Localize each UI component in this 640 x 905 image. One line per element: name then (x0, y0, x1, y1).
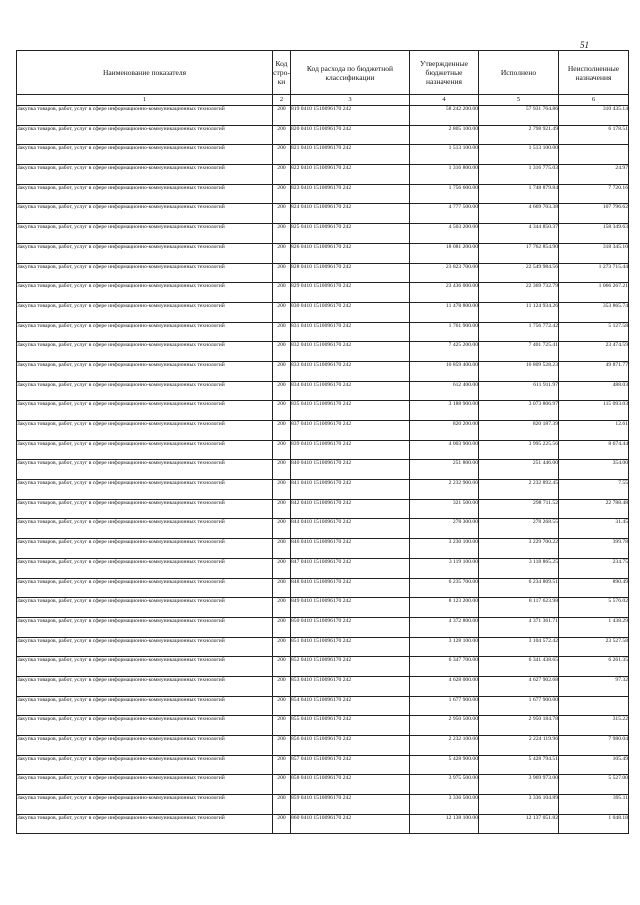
table-row (17, 480, 629, 500)
row-executed-cell: 820 187.39 (479, 421, 559, 441)
row-kbk-cell: 825 0410 1510096170 242 (291, 224, 410, 244)
row-unexecuted-cell: 107 796.62 (559, 204, 629, 224)
row-executed-cell: 4 344 850.37 (479, 224, 559, 244)
row-code-cell: 200 (273, 401, 291, 421)
table-row (17, 342, 629, 362)
row-code-cell: 200 (273, 145, 291, 165)
table-header-row (17, 51, 629, 95)
row-code-cell: 200 (273, 106, 291, 126)
row-unexecuted-cell: 1 438.29 (559, 617, 629, 637)
row-name-cell: Закупка товаров, работ, услуг в сфере информационно-коммуникационных технологий (17, 401, 273, 421)
row-unexecuted-cell: 6 178.51 (559, 125, 629, 145)
row-code-cell: 200 (273, 440, 291, 460)
table-row (17, 283, 629, 303)
row-code-cell: 200 (273, 657, 291, 677)
row-kbk-cell: 847 0410 1510096170 242 (291, 558, 410, 578)
row-code-cell: 200 (273, 204, 291, 224)
row-approved-cell: 11 478 800.00 (410, 302, 479, 322)
row-unexecuted-cell: 1 048.18 (559, 814, 629, 834)
row-unexecuted-cell: 5 576.02 (559, 598, 629, 618)
row-executed-cell: 3 336 104.89 (479, 795, 559, 815)
header-approved: Утвержденные бюджетные назначения (410, 51, 479, 95)
row-unexecuted-cell: 354.00 (559, 460, 629, 480)
row-approved-cell: 10 859 400.00 (410, 361, 479, 381)
row-code-cell: 200 (273, 283, 291, 303)
row-kbk-cell: 844 0410 1510096170 242 (291, 519, 410, 539)
row-kbk-cell: 832 0410 1510096170 242 (291, 342, 410, 362)
table-row (17, 795, 629, 815)
row-name-cell: Закупка товаров, работ, услуг в сфере информационно-коммуникационных технологий (17, 499, 273, 519)
row-unexecuted-cell: 31.45 (559, 519, 629, 539)
row-code-cell: 200 (273, 184, 291, 204)
row-approved-cell: 3 119 100.00 (410, 558, 479, 578)
row-approved-cell: 3 975 500.00 (410, 775, 479, 795)
row-name-cell: Закупка товаров, работ, услуг в сфере информационно-коммуникационных технологий (17, 184, 273, 204)
row-name-cell: Закупка товаров, работ, услуг в сфере информационно-коммуникационных технологий (17, 263, 273, 283)
row-executed-cell: 11 124 934.26 (479, 302, 559, 322)
row-executed-cell: 2 224 119.96 (479, 736, 559, 756)
row-kbk-cell: 849 0410 1510096170 242 (291, 598, 410, 618)
row-unexecuted-cell: 315.22 (559, 716, 629, 736)
row-code-cell: 200 (273, 263, 291, 283)
row-code-cell: 200 (273, 243, 291, 263)
row-code-cell: 200 (273, 519, 291, 539)
table-row (17, 617, 629, 637)
row-kbk-cell: 828 0410 1510096170 242 (291, 263, 410, 283)
row-unexecuted-cell: 5 127.58 (559, 322, 629, 342)
table-row (17, 263, 629, 283)
row-executed-cell: 22 369 732.79 (479, 283, 559, 303)
row-executed-cell: 3 104 572.42 (479, 637, 559, 657)
row-unexecuted-cell: 399.78 (559, 539, 629, 559)
row-approved-cell: 321 500.00 (410, 499, 479, 519)
table-row (17, 106, 629, 126)
row-name-cell: Закупка товаров, работ, услуг в сфере информационно-коммуникационных технологий (17, 243, 273, 263)
row-name-cell: Закупка товаров, работ, услуг в сфере информационно-коммуникационных технологий (17, 755, 273, 775)
row-approved-cell: 12 138 100.00 (410, 814, 479, 834)
row-code-cell: 200 (273, 302, 291, 322)
row-unexecuted-cell: 105.49 (559, 755, 629, 775)
row-unexecuted-cell (559, 145, 629, 165)
table-row (17, 539, 629, 559)
row-kbk-cell: 853 0410 1510096170 242 (291, 676, 410, 696)
row-code-cell: 200 (273, 755, 291, 775)
row-unexecuted-cell: 5 527.00 (559, 775, 629, 795)
table-row (17, 775, 629, 795)
row-unexecuted-cell: 234.75 (559, 558, 629, 578)
row-unexecuted-cell: 22 788.48 (559, 499, 629, 519)
table-row (17, 499, 629, 519)
row-code-cell: 200 (273, 558, 291, 578)
row-approved-cell: 58 242 200.00 (410, 106, 479, 126)
row-executed-cell: 1 748 879.84 (479, 184, 559, 204)
row-executed-cell: 298 711.52 (479, 499, 559, 519)
row-executed-cell: 4 669 703.38 (479, 204, 559, 224)
row-name-cell: Закупка товаров, работ, услуг в сфере информационно-коммуникационных технологий (17, 440, 273, 460)
row-executed-cell: 3 118 865.25 (479, 558, 559, 578)
row-approved-cell: 1 513 100.00 (410, 145, 479, 165)
row-unexecuted-cell: 1 273 715.44 (559, 263, 629, 283)
row-kbk-cell: 858 0410 1510096170 242 (291, 775, 410, 795)
row-approved-cell: 3 128 100.00 (410, 637, 479, 657)
row-executed-cell: 4 627 902.68 (479, 676, 559, 696)
table-row (17, 165, 629, 185)
row-kbk-cell: 823 0410 1510096170 242 (291, 184, 410, 204)
row-kbk-cell: 855 0410 1510096170 242 (291, 716, 410, 736)
column-number: 5 (479, 95, 559, 106)
header-name: Наименование показателя (17, 51, 273, 95)
row-code-cell: 200 (273, 361, 291, 381)
row-code-cell: 200 (273, 775, 291, 795)
row-name-cell: Закупка товаров, работ, услуг в сфере информационно-коммуникационных технологий (17, 224, 273, 244)
table-row (17, 440, 629, 460)
row-executed-cell: 251 446.00 (479, 460, 559, 480)
row-name-cell: Закупка товаров, работ, услуг в сфере информационно-коммуникационных технологий (17, 165, 273, 185)
row-name-cell: Закупка товаров, работ, услуг в сфере информационно-коммуникационных технологий (17, 617, 273, 637)
table-row (17, 519, 629, 539)
row-executed-cell: 3 969 973.00 (479, 775, 559, 795)
row-executed-cell: 12 137 051.82 (479, 814, 559, 834)
row-kbk-cell: 822 0410 1510096170 242 (291, 165, 410, 185)
column-number-row (17, 95, 629, 106)
row-approved-cell: 278 300.00 (410, 519, 479, 539)
row-executed-cell: 2 798 921.49 (479, 125, 559, 145)
row-name-cell: Закупка товаров, работ, услуг в сфере информационно-коммуникационных технологий (17, 578, 273, 598)
row-unexecuted-cell: 97.32 (559, 676, 629, 696)
table-row (17, 558, 629, 578)
row-approved-cell: 18 081 200.00 (410, 243, 479, 263)
row-code-cell: 200 (273, 125, 291, 145)
table-row (17, 125, 629, 145)
row-name-cell: Закупка товаров, работ, услуг в сфере информационно-коммуникационных технологий (17, 302, 273, 322)
row-name-cell: Закупка товаров, работ, услуг в сфере информационно-коммуникационных технологий (17, 795, 273, 815)
row-approved-cell: 612 400.00 (410, 381, 479, 401)
row-name-cell: Закупка товаров, работ, услуг в сфере информационно-коммуникационных технологий (17, 480, 273, 500)
row-code-cell: 200 (273, 736, 291, 756)
row-approved-cell: 1 677 900.00 (410, 696, 479, 716)
row-approved-cell: 820 200.00 (410, 421, 479, 441)
row-approved-cell: 2 232 900.00 (410, 480, 479, 500)
column-number: 1 (17, 95, 273, 106)
row-approved-cell: 5 428 900.00 (410, 755, 479, 775)
row-approved-cell: 4 777 500.00 (410, 204, 479, 224)
row-name-cell: Закупка товаров, работ, услуг в сфере информационно-коммуникационных технологий (17, 676, 273, 696)
row-approved-cell: 6 347 700.00 (410, 657, 479, 677)
row-kbk-cell: 854 0410 1510096170 242 (291, 696, 410, 716)
row-name-cell: Закупка товаров, работ, услуг в сфере информационно-коммуникационных технологий (17, 558, 273, 578)
row-kbk-cell: 824 0410 1510096170 242 (291, 204, 410, 224)
row-executed-cell: 1 513 100.00 (479, 145, 559, 165)
row-executed-cell: 2 232 892.45 (479, 480, 559, 500)
row-kbk-cell: 835 0410 1510096170 242 (291, 401, 410, 421)
table-row (17, 204, 629, 224)
row-executed-cell: 1 677 900.00 (479, 696, 559, 716)
row-executed-cell: 6 234 809.51 (479, 578, 559, 598)
table-row (17, 814, 629, 834)
table-row (17, 578, 629, 598)
row-unexecuted-cell: 115 093.03 (559, 401, 629, 421)
row-unexecuted-cell: 353 865.74 (559, 302, 629, 322)
row-kbk-cell: 830 0410 1510096170 242 (291, 302, 410, 322)
row-approved-cell: 251 800.00 (410, 460, 479, 480)
row-executed-cell: 7 401 725.41 (479, 342, 559, 362)
page-number: 51 (580, 40, 589, 50)
row-kbk-cell: 820 0410 1510096170 242 (291, 125, 410, 145)
row-unexecuted-cell: 7 720.16 (559, 184, 629, 204)
row-approved-cell: 3 336 500.00 (410, 795, 479, 815)
row-executed-cell: 5 428 794.51 (479, 755, 559, 775)
row-approved-cell: 3 188 900.00 (410, 401, 479, 421)
row-unexecuted-cell: 23 474.59 (559, 342, 629, 362)
row-approved-cell: 23 436 000.00 (410, 283, 479, 303)
row-unexecuted-cell: 7 980.04 (559, 736, 629, 756)
row-name-cell: Закупка товаров, работ, услуг в сфере информационно-коммуникационных технологий (17, 421, 273, 441)
row-code-cell: 200 (273, 322, 291, 342)
row-unexecuted-cell: 24.97 (559, 165, 629, 185)
row-name-cell: Закупка товаров, работ, услуг в сфере информационно-коммуникационных технологий (17, 519, 273, 539)
row-code-cell: 200 (273, 676, 291, 696)
row-name-cell: Закупка товаров, работ, услуг в сфере информационно-коммуникационных технологий (17, 322, 273, 342)
column-number: 4 (410, 95, 479, 106)
budget-execution-table (16, 50, 629, 834)
row-unexecuted-cell: 158 349.63 (559, 224, 629, 244)
row-kbk-cell: 829 0410 1510096170 242 (291, 283, 410, 303)
row-approved-cell: 7 425 200.00 (410, 342, 479, 362)
row-kbk-cell: 826 0410 1510096170 242 (291, 243, 410, 263)
row-approved-cell: 2 232 100.00 (410, 736, 479, 756)
column-number: 3 (291, 95, 410, 106)
row-name-cell: Закупка товаров, работ, услуг в сфере информационно-коммуникационных технологий (17, 775, 273, 795)
row-name-cell: Закупка товаров, работ, услуг в сфере информационно-коммуникационных технологий (17, 460, 273, 480)
row-unexecuted-cell: 1 066 267.21 (559, 283, 629, 303)
row-unexecuted-cell: 7.55 (559, 480, 629, 500)
row-kbk-cell: 842 0410 1510096170 242 (291, 499, 410, 519)
row-kbk-cell: 833 0410 1510096170 242 (291, 361, 410, 381)
row-approved-cell: 1 756 600.00 (410, 184, 479, 204)
row-code-cell: 200 (273, 696, 291, 716)
table-row (17, 381, 629, 401)
row-name-cell: Закупка товаров, работ, услуг в сфере информационно-коммуникационных технологий (17, 283, 273, 303)
row-kbk-cell: 840 0410 1510096170 242 (291, 460, 410, 480)
row-code-cell: 200 (273, 421, 291, 441)
row-kbk-cell: 848 0410 1510096170 242 (291, 578, 410, 598)
row-name-cell: Закупка товаров, работ, услуг в сфере информационно-коммуникационных технологий (17, 814, 273, 834)
table-row (17, 657, 629, 677)
header-code: Код стро-ки (273, 51, 291, 95)
row-code-cell: 200 (273, 480, 291, 500)
row-unexecuted-cell: 890.49 (559, 578, 629, 598)
table-row (17, 421, 629, 441)
row-code-cell: 200 (273, 539, 291, 559)
row-approved-cell: 4 628 000.00 (410, 676, 479, 696)
row-code-cell: 200 (273, 342, 291, 362)
row-executed-cell: 3 073 806.97 (479, 401, 559, 421)
row-approved-cell: 3 230 100.00 (410, 539, 479, 559)
row-code-cell: 200 (273, 814, 291, 834)
table-row (17, 401, 629, 421)
column-number: 2 (273, 95, 291, 106)
row-kbk-cell: 857 0410 1510096170 242 (291, 755, 410, 775)
row-approved-cell: 4 372 800.00 (410, 617, 479, 637)
row-name-cell: Закупка товаров, работ, услуг в сфере информационно-коммуникационных технологий (17, 736, 273, 756)
row-approved-cell: 23 823 700.00 (410, 263, 479, 283)
row-executed-cell: 22 549 984.56 (479, 263, 559, 283)
row-name-cell: Закупка товаров, работ, услуг в сфере информационно-коммуникационных технологий (17, 342, 273, 362)
table-row (17, 145, 629, 165)
row-executed-cell: 3 995 225.56 (479, 440, 559, 460)
row-unexecuted-cell: 23 527.58 (559, 637, 629, 657)
row-name-cell: Закупка товаров, работ, услуг в сфере информационно-коммуникационных технологий (17, 696, 273, 716)
table-row (17, 716, 629, 736)
header-kbk: Код расхода по бюджетной классификации (291, 51, 410, 95)
row-code-cell: 200 (273, 499, 291, 519)
row-executed-cell: 57 931 764.86 (479, 106, 559, 126)
row-approved-cell: 4 503 200.00 (410, 224, 479, 244)
row-unexecuted-cell: 49 871.77 (559, 361, 629, 381)
row-kbk-cell: 846 0410 1510096170 242 (291, 539, 410, 559)
table-row (17, 598, 629, 618)
row-code-cell: 200 (273, 716, 291, 736)
row-code-cell: 200 (273, 224, 291, 244)
row-unexecuted-cell: 310 435.14 (559, 106, 629, 126)
header-unexecuted: Неисполненные назначения (559, 51, 629, 95)
row-unexecuted-cell: 395.11 (559, 795, 629, 815)
table-row (17, 755, 629, 775)
row-executed-cell: 3 229 700.22 (479, 539, 559, 559)
row-kbk-cell: 839 0410 1510096170 242 (291, 440, 410, 460)
row-kbk-cell: 856 0410 1510096170 242 (291, 736, 410, 756)
table-row (17, 302, 629, 322)
row-code-cell: 200 (273, 637, 291, 657)
row-code-cell: 200 (273, 598, 291, 618)
row-executed-cell: 4 371 361.71 (479, 617, 559, 637)
table-row (17, 637, 629, 657)
header-executed: Исполнено (479, 51, 559, 95)
table-row (17, 361, 629, 381)
table-row (17, 696, 629, 716)
table-row (17, 676, 629, 696)
row-approved-cell: 1 761 900.00 (410, 322, 479, 342)
row-name-cell: Закупка товаров, работ, услуг в сфере информационно-коммуникационных технологий (17, 539, 273, 559)
row-kbk-cell: 851 0410 1510096170 242 (291, 637, 410, 657)
row-kbk-cell: 841 0410 1510096170 242 (291, 480, 410, 500)
row-approved-cell: 2 805 100.00 (410, 125, 479, 145)
row-executed-cell: 278 268.55 (479, 519, 559, 539)
table-row (17, 184, 629, 204)
row-kbk-cell: 831 0410 1510096170 242 (291, 322, 410, 342)
row-approved-cell: 4 003 900.00 (410, 440, 479, 460)
row-executed-cell: 8 117 623.98 (479, 598, 559, 618)
row-approved-cell: 1 316 800.00 (410, 165, 479, 185)
row-code-cell: 200 (273, 578, 291, 598)
row-code-cell: 200 (273, 795, 291, 815)
row-code-cell: 200 (273, 460, 291, 480)
row-unexecuted-cell: 318 345.10 (559, 243, 629, 263)
row-approved-cell: 6 235 700.00 (410, 578, 479, 598)
row-name-cell: Закупка товаров, работ, услуг в сфере информационно-коммуникационных технологий (17, 381, 273, 401)
row-executed-cell: 6 341 438.65 (479, 657, 559, 677)
row-executed-cell: 611 911.97 (479, 381, 559, 401)
table-row (17, 322, 629, 342)
row-kbk-cell: 859 0410 1510096170 242 (291, 795, 410, 815)
column-number: 6 (559, 95, 629, 106)
row-executed-cell: 1 756 772.42 (479, 322, 559, 342)
row-kbk-cell: 821 0410 1510096170 242 (291, 145, 410, 165)
table-row (17, 460, 629, 480)
row-approved-cell: 2 950 500.00 (410, 716, 479, 736)
row-executed-cell: 10 809 528.23 (479, 361, 559, 381)
table-body (17, 106, 629, 834)
row-kbk-cell: 834 0410 1510096170 242 (291, 381, 410, 401)
row-code-cell: 200 (273, 165, 291, 185)
row-unexecuted-cell: 8 674.44 (559, 440, 629, 460)
row-unexecuted-cell (559, 696, 629, 716)
row-unexecuted-cell: 12.61 (559, 421, 629, 441)
row-name-cell: Закупка товаров, работ, услуг в сфере информационно-коммуникационных технологий (17, 598, 273, 618)
row-executed-cell: 1 316 775.03 (479, 165, 559, 185)
row-name-cell: Закупка товаров, работ, услуг в сфере информационно-коммуникационных технологий (17, 125, 273, 145)
row-executed-cell: 2 950 184.78 (479, 716, 559, 736)
row-name-cell: Закупка товаров, работ, услуг в сфере информационно-коммуникационных технологий (17, 361, 273, 381)
row-name-cell: Закупка товаров, работ, услуг в сфере информационно-коммуникационных технологий (17, 657, 273, 677)
row-unexecuted-cell: 488.03 (559, 381, 629, 401)
table-row (17, 224, 629, 244)
row-kbk-cell: 837 0410 1510096170 242 (291, 421, 410, 441)
row-name-cell: Закупка товаров, работ, услуг в сфере информационно-коммуникационных технологий (17, 145, 273, 165)
row-name-cell: Закупка товаров, работ, услуг в сфере информационно-коммуникационных технологий (17, 716, 273, 736)
row-code-cell: 200 (273, 617, 291, 637)
row-unexecuted-cell: 6 261.35 (559, 657, 629, 677)
row-kbk-cell: 819 0410 1510096170 242 (291, 106, 410, 126)
row-name-cell: Закупка товаров, работ, услуг в сфере информационно-коммуникационных технологий (17, 637, 273, 657)
row-kbk-cell: 860 0410 1510096170 242 (291, 814, 410, 834)
row-code-cell: 200 (273, 381, 291, 401)
row-executed-cell: 17 762 854.90 (479, 243, 559, 263)
row-name-cell: Закупка товаров, работ, услуг в сфере информационно-коммуникационных технологий (17, 204, 273, 224)
row-name-cell: Закупка товаров, работ, услуг в сфере информационно-коммуникационных технологий (17, 106, 273, 126)
table-row (17, 243, 629, 263)
row-approved-cell: 8 123 200.00 (410, 598, 479, 618)
table-row (17, 736, 629, 756)
row-kbk-cell: 850 0410 1510096170 242 (291, 617, 410, 637)
row-kbk-cell: 852 0410 1510096170 242 (291, 657, 410, 677)
